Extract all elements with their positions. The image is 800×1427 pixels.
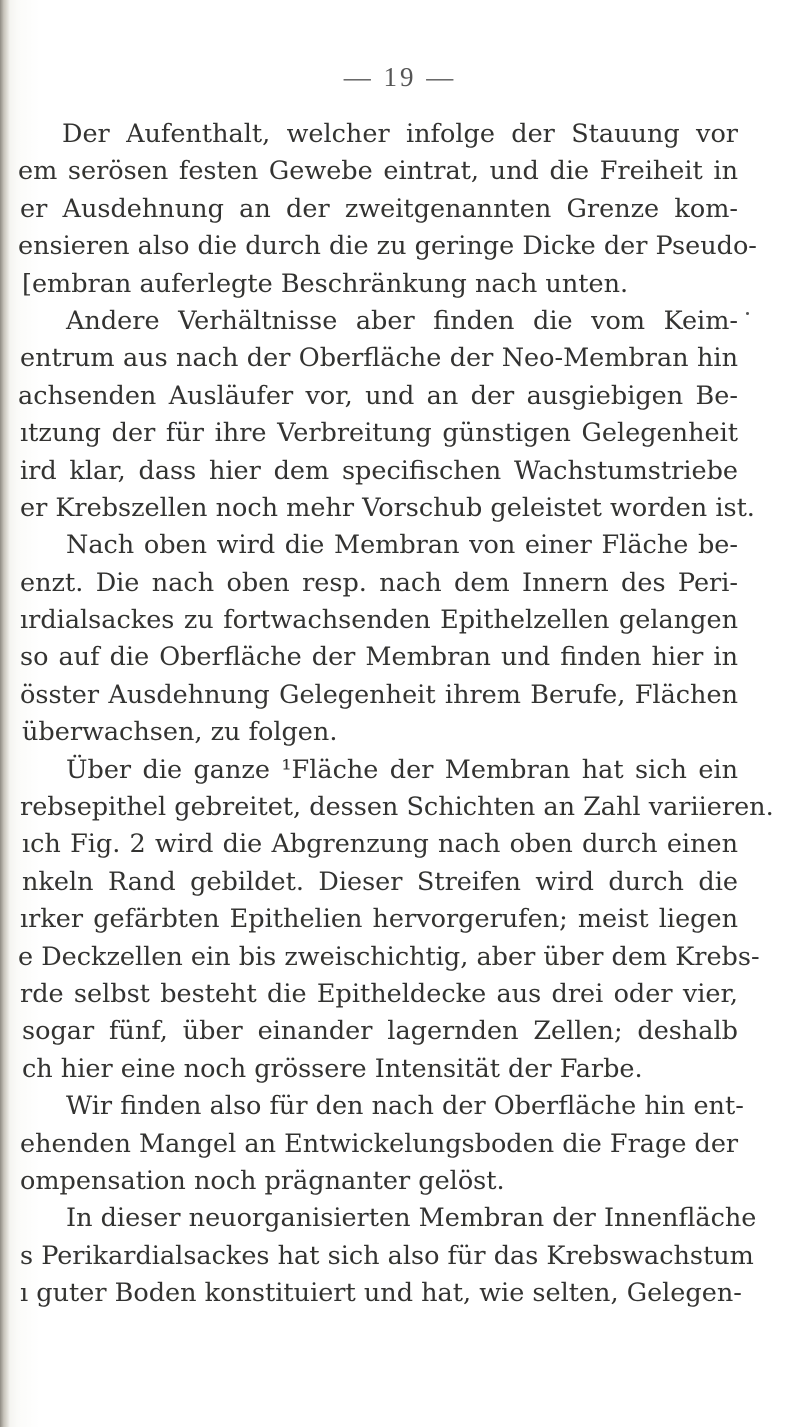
text-line: ırker gefärbten Epithelien hervorgerufen; meist liegen	[20, 904, 738, 935]
text-line: ıch Fig. 2 wird die Abgrenzung nach oben durch einen	[22, 829, 738, 860]
page-number: — 19 —	[343, 62, 457, 92]
text-line: sogar fünf, über einander lagernden Zellen; deshalb	[22, 1016, 738, 1047]
text-line: Über die ganze ¹Fläche der Membran hat sich ein	[66, 754, 738, 785]
text-line: ırdialsackes zu fortwachsenden Epithelzellen gelangen	[20, 605, 738, 636]
text-line: ird klar, dass hier dem specifischen Wachstumstriebe	[20, 455, 738, 486]
text-line: ehenden Mangel an Entwickelungsboden die Frage der	[20, 1128, 739, 1159]
text-line: Nach oben wird die Membran von einer Fläche be-	[66, 530, 738, 561]
text-line: er Krebszellen noch mehr Vorschub geleistet worden ist.	[20, 492, 755, 523]
text-line: er Ausdehnung an der zweitgenannten Grenze kom-	[20, 193, 738, 224]
text-line: nkeln Rand gebildet. Dieser Streifen wird durch die	[22, 866, 738, 897]
text-line: entrum aus nach der Oberfläche der Neo-Membran hin	[20, 343, 738, 374]
text-line: überwachsen, zu folgen.	[22, 717, 338, 748]
text-line: Andere Verhältnisse aber finden die vom Keim-	[66, 305, 738, 336]
text-line: ensieren also die durch die zu geringe Dicke der Pseudo-	[18, 231, 757, 262]
text-line: Der Aufenthalt, welcher infolge der Stauung vor	[62, 119, 738, 149]
text-line: ıtzung der für ihre Verbreitung günstigen Gelegenheit	[20, 418, 738, 449]
text-line: rebsepithel gebreitet, dessen Schichten an Zahl variieren.	[20, 792, 774, 823]
text-line: e Deckzellen ein bis zweischichtig, aber über dem Krebs-	[18, 941, 760, 972]
text-line: rde selbst besteht die Epitheldecke aus drei oder vier,	[20, 978, 738, 1009]
text-line: In dieser neuorganisierten Membran der Innenfläche	[66, 1203, 757, 1234]
text-line: so auf die Oberfläche der Membran und finden hier in	[20, 642, 738, 673]
text-line: em serösen festen Gewebe eintrat, und die Freiheit in	[18, 156, 738, 187]
text-line: achsenden Ausläufer vor, und an der ausgiebigen Be-	[18, 380, 738, 411]
text-line: [embran auferlegte Beschränkung nach unten.	[22, 268, 629, 299]
text-line: ı guter Boden konstituiert und hat, wie selten, Gelegen-	[20, 1278, 742, 1309]
text-line: ch hier eine noch grössere Intensität der Farbe.	[22, 1053, 643, 1084]
text-line: s Perikardialsackes hat sich also für das Krebswachstum	[20, 1240, 754, 1271]
body-text	[0, 116, 800, 1313]
text-line: össter Ausdehnung Gelegenheit ihrem Berufe, Flächen	[20, 679, 738, 710]
text-line: enzt. Die nach oben resp. nach dem Innern des Peri-	[20, 567, 738, 598]
text-line: Wir finden also für den nach der Oberfläche hin ent-	[66, 1091, 744, 1122]
text-line: ompensation noch prägnanter gelöst.	[20, 1165, 505, 1196]
